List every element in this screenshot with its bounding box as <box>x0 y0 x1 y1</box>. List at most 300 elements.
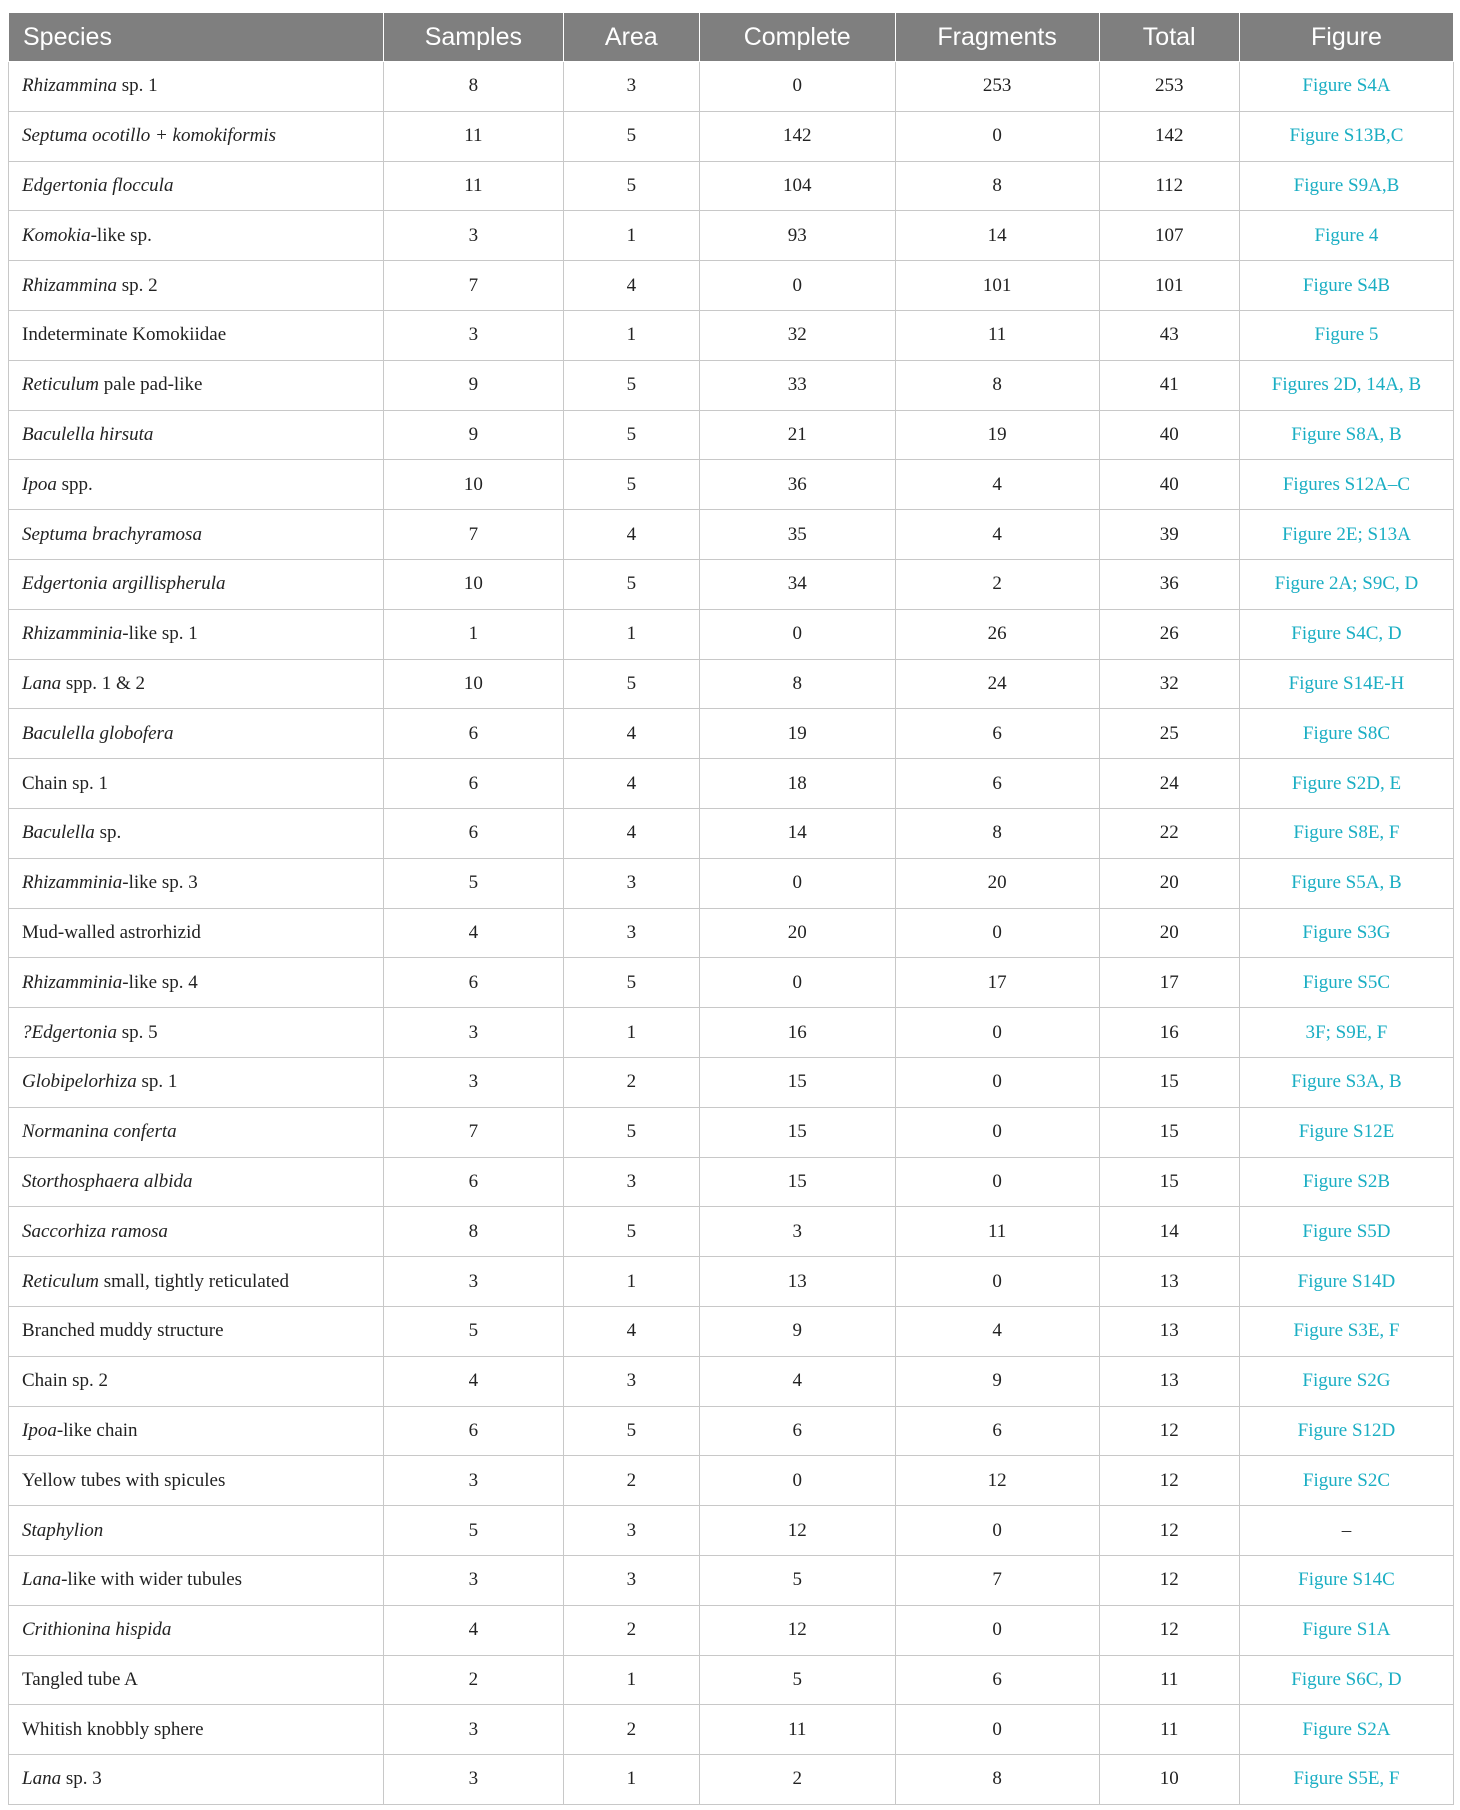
complete-cell: 12 <box>699 1605 895 1655</box>
species-italic-name: Lana <box>22 1768 62 1790</box>
species-name-rest: Mud-walled astrorhizid <box>22 921 201 943</box>
samples-cell: 7 <box>383 510 563 560</box>
species-cell <box>9 759 384 809</box>
fragments-cell: 253 <box>895 62 1099 112</box>
table-row <box>9 609 1454 659</box>
complete-cell: 33 <box>699 360 895 410</box>
fragments-cell: 0 <box>895 1257 1099 1307</box>
table-row <box>9 1306 1454 1356</box>
species-name-rest: -like sp. 3 <box>122 872 198 894</box>
fragments-cell: 12 <box>895 1456 1099 1506</box>
total-cell: 10 <box>1099 1755 1239 1805</box>
species-cell <box>9 460 384 510</box>
figure-link[interactable]: Figure S3A, B <box>1239 1057 1453 1107</box>
species-cell <box>9 211 384 261</box>
samples-cell: 11 <box>383 111 563 161</box>
species-cell <box>9 1057 384 1107</box>
complete-cell: 15 <box>699 1157 895 1207</box>
complete-cell: 0 <box>699 609 895 659</box>
table-row <box>9 310 1454 360</box>
table-row <box>9 1456 1454 1506</box>
figure-link[interactable]: Figure S14D <box>1239 1257 1453 1307</box>
figure-link[interactable]: Figure S12E <box>1239 1107 1453 1157</box>
complete-cell: 8 <box>699 659 895 709</box>
fragments-cell: 24 <box>895 659 1099 709</box>
figure-link[interactable]: Figure S2D, E <box>1239 759 1453 809</box>
area-cell: 2 <box>563 1705 699 1755</box>
species-cell <box>9 310 384 360</box>
area-cell: 5 <box>563 410 699 460</box>
species-italic-name: Saccorhiza ramosa <box>22 1220 168 1242</box>
samples-cell: 10 <box>383 659 563 709</box>
total-cell: 13 <box>1099 1257 1239 1307</box>
species-italic-name: Rhizammina <box>22 274 117 296</box>
total-cell: 12 <box>1099 1406 1239 1456</box>
species-name-rest: Tangled tube A <box>22 1668 138 1690</box>
samples-cell: 6 <box>383 1406 563 1456</box>
samples-cell: 11 <box>383 161 563 211</box>
table-row <box>9 908 1454 958</box>
figure-link[interactable]: Figure 2E; S13A <box>1239 510 1453 560</box>
species-italic-name: Staphylion <box>22 1519 104 1541</box>
samples-cell: 4 <box>383 1605 563 1655</box>
species-name-rest: sp. 1 <box>117 75 158 97</box>
area-cell: 5 <box>563 1107 699 1157</box>
fragments-cell: 4 <box>895 1306 1099 1356</box>
samples-cell: 10 <box>383 559 563 609</box>
header-fragments: Fragments <box>895 13 1099 62</box>
table-row <box>9 659 1454 709</box>
total-cell: 112 <box>1099 161 1239 211</box>
area-cell: 5 <box>563 1406 699 1456</box>
complete-cell: 19 <box>699 709 895 759</box>
complete-cell: 32 <box>699 310 895 360</box>
samples-cell: 3 <box>383 1705 563 1755</box>
complete-cell: 5 <box>699 1555 895 1605</box>
fragments-cell: 0 <box>895 1107 1099 1157</box>
table-row <box>9 410 1454 460</box>
figure-link[interactable]: Figure S3G <box>1239 908 1453 958</box>
complete-cell: 34 <box>699 559 895 609</box>
total-cell: 43 <box>1099 310 1239 360</box>
total-cell: 15 <box>1099 1107 1239 1157</box>
species-italic-name: Crithionina hispida <box>22 1619 172 1641</box>
table-row <box>9 360 1454 410</box>
fragments-cell: 19 <box>895 410 1099 460</box>
complete-cell: 6 <box>699 1406 895 1456</box>
species-cell <box>9 1506 384 1556</box>
species-name-rest: -like sp. <box>90 224 152 246</box>
figure-link[interactable]: Figure S1A <box>1239 1605 1453 1655</box>
samples-cell: 6 <box>383 1157 563 1207</box>
total-cell: 16 <box>1099 1008 1239 1058</box>
figure-link[interactable]: Figure S9A,B <box>1239 161 1453 211</box>
fragments-cell: 26 <box>895 609 1099 659</box>
figure-link[interactable]: Figure S8A, B <box>1239 410 1453 460</box>
figure-link[interactable]: Figure S3E, F <box>1239 1306 1453 1356</box>
species-cell <box>9 958 384 1008</box>
samples-cell: 3 <box>383 211 563 261</box>
table-row <box>9 1555 1454 1605</box>
table-row <box>9 958 1454 1008</box>
species-cell <box>9 1755 384 1805</box>
total-cell: 22 <box>1099 808 1239 858</box>
area-cell: 1 <box>563 1755 699 1805</box>
table-row <box>9 1257 1454 1307</box>
species-italic-name: Lana <box>22 1569 62 1591</box>
area-cell: 4 <box>563 808 699 858</box>
figure-link[interactable]: Figure S5C <box>1239 958 1453 1008</box>
species-name-rest: -like chain <box>56 1419 138 1441</box>
complete-cell: 5 <box>699 1655 895 1705</box>
area-cell: 2 <box>563 1057 699 1107</box>
area-cell: 4 <box>563 510 699 560</box>
species-cell <box>9 360 384 410</box>
total-cell: 142 <box>1099 111 1239 161</box>
complete-cell: 21 <box>699 410 895 460</box>
table-body <box>9 62 1454 1805</box>
figure-link[interactable]: Figure S13B,C <box>1239 111 1453 161</box>
samples-cell: 3 <box>383 1057 563 1107</box>
species-cell <box>9 1655 384 1705</box>
total-cell: 253 <box>1099 62 1239 112</box>
figure-link[interactable]: Figure 4 <box>1239 211 1453 261</box>
figure-link[interactable]: 3F; S9E, F <box>1239 1008 1453 1058</box>
fragments-cell: 7 <box>895 1555 1099 1605</box>
complete-cell: 9 <box>699 1306 895 1356</box>
species-italic-name: Reticulum <box>22 374 100 396</box>
complete-cell: 15 <box>699 1107 895 1157</box>
figure-link[interactable]: Figure S8E, F <box>1239 808 1453 858</box>
total-cell: 36 <box>1099 559 1239 609</box>
species-name-rest: sp. 1 <box>136 1071 178 1093</box>
fragments-cell: 101 <box>895 261 1099 311</box>
species-italic-name: Septuma ocotillo + komokiformis <box>22 125 276 147</box>
species-cell <box>9 62 384 112</box>
species-italic-name: Rhizamminia <box>22 872 123 894</box>
table-row <box>9 1705 1454 1755</box>
total-cell: 11 <box>1099 1705 1239 1755</box>
species-cell <box>9 510 384 560</box>
species-italic-name: Edgertonia floccula <box>22 174 174 196</box>
total-cell: 107 <box>1099 211 1239 261</box>
species-italic-name: Rhizamminia <box>22 623 123 645</box>
fragments-cell: 4 <box>895 460 1099 510</box>
table-row <box>9 709 1454 759</box>
figure-link[interactable]: Figure S8C <box>1239 709 1453 759</box>
figure-link[interactable]: Figure S14C <box>1239 1555 1453 1605</box>
header-samples: Samples <box>383 13 563 62</box>
figure-link[interactable]: Figure S4A <box>1239 62 1453 112</box>
species-name-rest: sp. <box>94 822 122 844</box>
species-name-rest: -like sp. 1 <box>122 623 198 645</box>
area-cell: 1 <box>563 1008 699 1058</box>
samples-cell: 9 <box>383 360 563 410</box>
total-cell: 40 <box>1099 460 1239 510</box>
table-row <box>9 808 1454 858</box>
figure-link[interactable]: Figure S5A, B <box>1239 858 1453 908</box>
header-figure: Figure <box>1239 13 1453 62</box>
species-italic-name: Lana <box>22 672 62 694</box>
species-cell <box>9 1356 384 1406</box>
samples-cell: 3 <box>383 1555 563 1605</box>
table-row <box>9 1605 1454 1655</box>
species-italic-name: Ipoa <box>22 1419 57 1441</box>
table-row <box>9 460 1454 510</box>
figure-link[interactable]: Figures S12A–C <box>1239 460 1453 510</box>
figure-link[interactable]: Figure S5E, F <box>1239 1755 1453 1805</box>
samples-cell: 2 <box>383 1655 563 1705</box>
species-table-container <box>8 12 1454 1805</box>
complete-cell: 0 <box>699 62 895 112</box>
area-cell: 3 <box>563 858 699 908</box>
table-row <box>9 1107 1454 1157</box>
figure-cell: – <box>1239 1506 1453 1556</box>
fragments-cell: 0 <box>895 1057 1099 1107</box>
species-cell <box>9 410 384 460</box>
total-cell: 25 <box>1099 709 1239 759</box>
samples-cell: 5 <box>383 1506 563 1556</box>
area-cell: 3 <box>563 62 699 112</box>
samples-cell: 3 <box>383 1257 563 1307</box>
species-italic-name: Septuma brachyramosa <box>22 523 202 545</box>
table-row <box>9 1506 1454 1556</box>
fragments-cell: 8 <box>895 1755 1099 1805</box>
fragments-cell: 0 <box>895 1605 1099 1655</box>
figure-link[interactable]: Figure S6C, D <box>1239 1655 1453 1705</box>
area-cell: 5 <box>563 161 699 211</box>
complete-cell: 20 <box>699 908 895 958</box>
complete-cell: 15 <box>699 1057 895 1107</box>
area-cell: 3 <box>563 1555 699 1605</box>
fragments-cell: 0 <box>895 1506 1099 1556</box>
species-cell <box>9 1207 384 1257</box>
total-cell: 20 <box>1099 908 1239 958</box>
fragments-cell: 6 <box>895 1406 1099 1456</box>
species-italic-name: Baculella <box>22 822 95 844</box>
area-cell: 5 <box>563 659 699 709</box>
species-italic-name: Baculella globofera <box>22 722 174 744</box>
species-cell <box>9 559 384 609</box>
species-name-rest: sp. 3 <box>61 1768 102 1790</box>
header-complete: Complete <box>699 13 895 62</box>
figure-link[interactable]: Figure S4B <box>1239 261 1453 311</box>
table-row <box>9 1008 1454 1058</box>
complete-cell: 12 <box>699 1506 895 1556</box>
species-cell <box>9 1456 384 1506</box>
species-cell <box>9 808 384 858</box>
total-cell: 39 <box>1099 510 1239 560</box>
samples-cell: 3 <box>383 310 563 360</box>
species-cell <box>9 1257 384 1307</box>
species-cell <box>9 161 384 211</box>
complete-cell: 36 <box>699 460 895 510</box>
complete-cell: 4 <box>699 1356 895 1406</box>
samples-cell: 6 <box>383 958 563 1008</box>
area-cell: 1 <box>563 1655 699 1705</box>
species-italic-name: Edgertonia argillispherula <box>22 573 226 595</box>
area-cell: 5 <box>563 360 699 410</box>
species-name-rest: -like with wider tubules <box>61 1569 243 1591</box>
fragments-cell: 9 <box>895 1356 1099 1406</box>
complete-cell: 104 <box>699 161 895 211</box>
table-row <box>9 1157 1454 1207</box>
total-cell: 12 <box>1099 1605 1239 1655</box>
total-cell: 13 <box>1099 1356 1239 1406</box>
species-cell <box>9 1008 384 1058</box>
samples-cell: 1 <box>383 609 563 659</box>
species-cell <box>9 1705 384 1755</box>
samples-cell: 6 <box>383 709 563 759</box>
species-cell <box>9 709 384 759</box>
species-cell <box>9 1107 384 1157</box>
species-name-rest: Indeterminate Komokiidae <box>22 324 227 346</box>
figure-link[interactable]: Figure S12D <box>1239 1406 1453 1456</box>
species-cell <box>9 111 384 161</box>
samples-cell: 5 <box>383 858 563 908</box>
area-cell: 2 <box>563 1605 699 1655</box>
table-row <box>9 111 1454 161</box>
area-cell: 5 <box>563 559 699 609</box>
area-cell: 5 <box>563 958 699 1008</box>
table-row <box>9 559 1454 609</box>
total-cell: 17 <box>1099 958 1239 1008</box>
species-name-rest: small, tightly reticulated <box>99 1270 289 1292</box>
fragments-cell: 6 <box>895 1655 1099 1705</box>
fragments-cell: 8 <box>895 161 1099 211</box>
fragments-cell: 4 <box>895 510 1099 560</box>
species-name-rest: spp. <box>56 473 93 495</box>
table-row <box>9 1406 1454 1456</box>
figure-link[interactable]: Figure 5 <box>1239 310 1453 360</box>
samples-cell: 10 <box>383 460 563 510</box>
complete-cell: 13 <box>699 1257 895 1307</box>
area-cell: 1 <box>563 310 699 360</box>
species-name-rest: -like sp. 4 <box>122 971 198 993</box>
fragments-cell: 14 <box>895 211 1099 261</box>
total-cell: 15 <box>1099 1057 1239 1107</box>
total-cell: 11 <box>1099 1655 1239 1705</box>
fragments-cell: 0 <box>895 1157 1099 1207</box>
area-cell: 5 <box>563 1207 699 1257</box>
fragments-cell: 0 <box>895 1008 1099 1058</box>
samples-cell: 8 <box>383 1207 563 1257</box>
species-cell <box>9 659 384 709</box>
species-name-rest: Chain sp. 2 <box>22 1370 109 1392</box>
total-cell: 101 <box>1099 261 1239 311</box>
total-cell: 41 <box>1099 360 1239 410</box>
area-cell: 5 <box>563 111 699 161</box>
species-name-rest: spp. 1 & 2 <box>61 672 146 694</box>
total-cell: 24 <box>1099 759 1239 809</box>
area-cell: 1 <box>563 1257 699 1307</box>
complete-cell: 0 <box>699 1456 895 1506</box>
table-row <box>9 1207 1454 1257</box>
area-cell: 4 <box>563 709 699 759</box>
total-cell: 40 <box>1099 410 1239 460</box>
samples-cell: 3 <box>383 1456 563 1506</box>
species-cell <box>9 609 384 659</box>
figure-link[interactable]: Figure S2B <box>1239 1157 1453 1207</box>
area-cell: 4 <box>563 759 699 809</box>
samples-cell: 4 <box>383 908 563 958</box>
complete-cell: 0 <box>699 858 895 908</box>
species-name-rest: Whitish knobbly sphere <box>22 1718 204 1740</box>
species-name-rest: Branched muddy structure <box>22 1320 224 1342</box>
table-row <box>9 161 1454 211</box>
species-cell <box>9 1605 384 1655</box>
species-italic-name: Storthosphaera albida <box>22 1170 193 1192</box>
species-name-rest: Yellow tubes with spicules <box>22 1469 226 1491</box>
table-row <box>9 759 1454 809</box>
total-cell: 14 <box>1099 1207 1239 1257</box>
species-cell <box>9 908 384 958</box>
complete-cell: 0 <box>699 261 895 311</box>
samples-cell: 3 <box>383 1755 563 1805</box>
table-row <box>9 510 1454 560</box>
species-italic-name: Rhizamminia <box>22 971 123 993</box>
species-table <box>8 12 1454 1805</box>
complete-cell: 142 <box>699 111 895 161</box>
complete-cell: 14 <box>699 808 895 858</box>
species-name-rest: Chain sp. 1 <box>22 772 109 794</box>
figure-link[interactable]: Figures 2D, 14A, B <box>1239 360 1453 410</box>
total-cell: 12 <box>1099 1555 1239 1605</box>
figure-link[interactable]: Figure S5D <box>1239 1207 1453 1257</box>
figure-link[interactable]: Figure S2A <box>1239 1705 1453 1755</box>
figure-link[interactable]: Figure S2G <box>1239 1356 1453 1406</box>
area-cell: 3 <box>563 1356 699 1406</box>
header-total: Total <box>1099 13 1239 62</box>
total-cell: 20 <box>1099 858 1239 908</box>
area-cell: 3 <box>563 1506 699 1556</box>
total-cell: 26 <box>1099 609 1239 659</box>
area-cell: 1 <box>563 609 699 659</box>
fragments-cell: 17 <box>895 958 1099 1008</box>
header-row <box>9 13 1454 62</box>
fragments-cell: 11 <box>895 310 1099 360</box>
species-cell <box>9 1406 384 1456</box>
figure-link[interactable]: Figure 2A; S9C, D <box>1239 559 1453 609</box>
samples-cell: 6 <box>383 759 563 809</box>
figure-link[interactable]: Figure S14E-H <box>1239 659 1453 709</box>
species-italic-name: Reticulum <box>22 1270 100 1292</box>
samples-cell: 4 <box>383 1356 563 1406</box>
species-italic-name: Globipelorhiza <box>22 1071 137 1093</box>
complete-cell: 2 <box>699 1755 895 1805</box>
total-cell: 12 <box>1099 1456 1239 1506</box>
area-cell: 5 <box>563 460 699 510</box>
samples-cell: 5 <box>383 1306 563 1356</box>
species-cell <box>9 1555 384 1605</box>
species-name-rest: pale pad-like <box>99 374 203 396</box>
table-row <box>9 211 1454 261</box>
area-cell: 3 <box>563 1157 699 1207</box>
figure-link[interactable]: Figure S2C <box>1239 1456 1453 1506</box>
species-name-rest: sp. 5 <box>117 1021 158 1043</box>
species-italic-name: Rhizammina <box>22 75 117 97</box>
table-row <box>9 1057 1454 1107</box>
table-row <box>9 62 1454 112</box>
total-cell: 12 <box>1099 1506 1239 1556</box>
fragments-cell: 0 <box>895 1705 1099 1755</box>
samples-cell: 7 <box>383 261 563 311</box>
fragments-cell: 8 <box>895 360 1099 410</box>
fragments-cell: 11 <box>895 1207 1099 1257</box>
complete-cell: 35 <box>699 510 895 560</box>
figure-link[interactable]: Figure S4C, D <box>1239 609 1453 659</box>
species-italic-name: Baculella hirsuta <box>22 423 154 445</box>
